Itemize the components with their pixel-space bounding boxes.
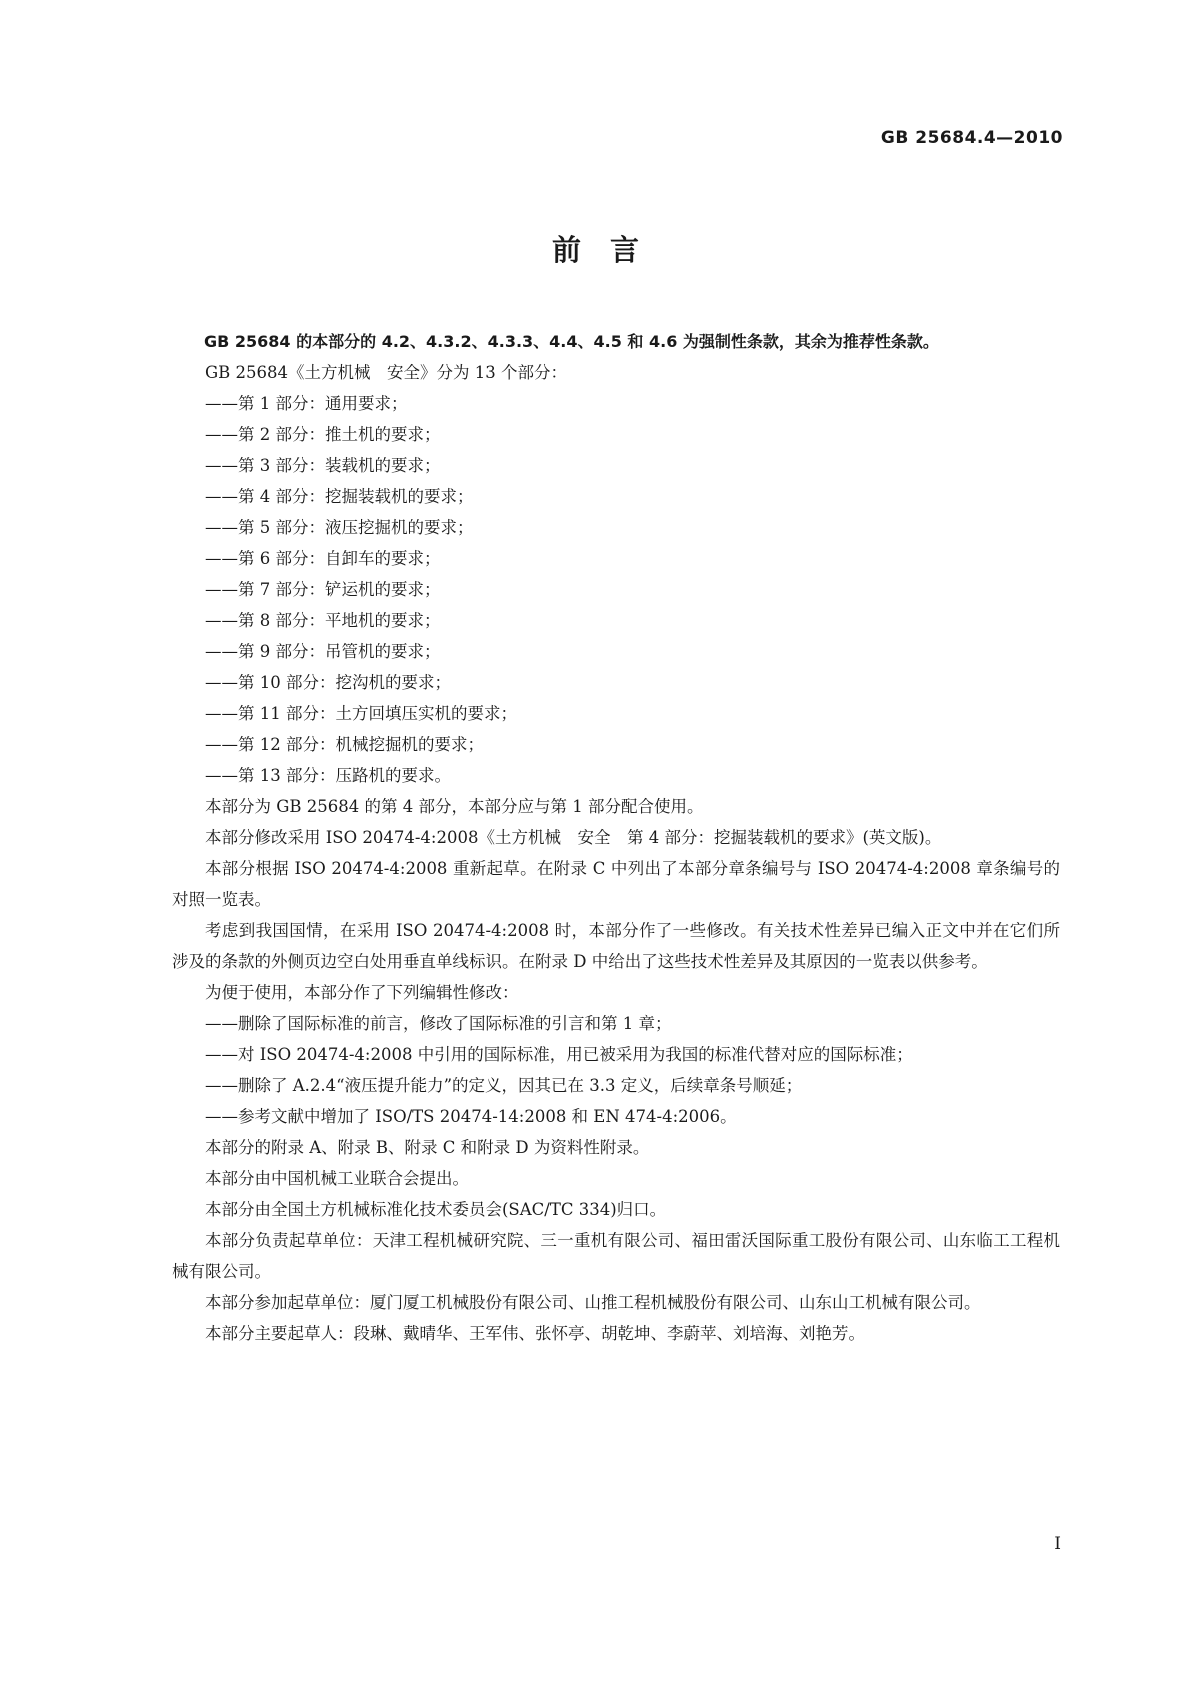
part-list-item: ——第 6 部分：自卸车的要求； xyxy=(205,549,441,568)
part-list-item: ——第 4 部分：挖掘装载机的要求； xyxy=(205,487,474,506)
technical-differences-paragraph: 考虑到我国国情，在采用 ISO 20474-4:2008 时，本部分作了一些修改。有关技术性差异已编入正文中并在它们所涉及的条款的外侧页边空白处用垂直单线标识。在附录 D 中给出了这些技术性差异及其原因的一览表以供参考。 xyxy=(172,921,1060,971)
editorial-change-item: ——参考文献中增加了 ISO/TS 20474-14:2008 和 EN 474-4:2006。 xyxy=(205,1107,737,1126)
annex-paragraph: 本部分的附录 A、附录 B、附录 C 和附录 D 为资料性附录。 xyxy=(205,1138,650,1157)
editorial-change-item: ——删除了 A.2.4“液压提升能力”的定义，因其已在 3.3 定义，后续章条号顺延； xyxy=(205,1076,803,1095)
drafters-paragraph: 本部分主要起草人：段琳、戴晴华、王军伟、张怀亭、胡乾坤、李蔚苹、刘培海、刘艳芳。 xyxy=(205,1324,865,1343)
redraft-paragraph: 本部分根据 ISO 20474-4:2008 重新起草。在附录 C 中列出了本部分章条编号与 ISO 20474-4:2008 章条编号的对照一览表。 xyxy=(172,859,1060,909)
part-list-item: ——第 11 部分：土方回填压实机的要求； xyxy=(205,704,517,723)
part-list-item: ——第 7 部分：铲运机的要求； xyxy=(205,580,441,599)
mandatory-clauses-paragraph: GB 25684 的本部分的 4.2、4.3.2、4.3.3、4.4、4.5 和 4.6 为强制性条款，其余为推荐性条款。 xyxy=(204,332,939,351)
adoption-paragraph: 本部分修改采用 ISO 20474-4:2008《土方机械 安全 第 4 部分：挖掘装载机的要求》(英文版)。 xyxy=(205,828,942,847)
parts-intro-paragraph: GB 25684《土方机械 安全》分为 13 个部分： xyxy=(205,363,568,382)
part-list-item: ——第 5 部分：液压挖掘机的要求； xyxy=(205,518,474,537)
editorial-intro-paragraph: 为便于使用，本部分作了下列编辑性修改： xyxy=(205,983,519,1002)
drafting-units-paragraph: 本部分负责起草单位：天津工程机械研究院、三一重机有限公司、福田雷沃国际重工股份有限公司、山东临工工程机械有限公司。 xyxy=(172,1231,1060,1281)
document-number: GB 25684.4—2010 xyxy=(880,128,1063,148)
foreword-body xyxy=(172,326,1060,1349)
part-list-item: ——第 13 部分：压路机的要求。 xyxy=(205,766,451,785)
part-list-item: ——第 12 部分：机械挖掘机的要求； xyxy=(205,735,484,754)
part-relation-paragraph: 本部分为 GB 25684 的第 4 部分，本部分应与第 1 部分配合使用。 xyxy=(205,797,704,816)
committee-paragraph: 本部分由全国土方机械标准化技术委员会(SAC/TC 334)归口。 xyxy=(205,1200,667,1219)
page-number: I xyxy=(1054,1534,1061,1554)
part-list-item: ——第 10 部分：挖沟机的要求； xyxy=(205,673,451,692)
part-list-item: ——第 1 部分：通用要求； xyxy=(205,394,408,413)
page-title: 前 言 xyxy=(551,233,639,267)
part-list-item: ——第 8 部分：平地机的要求； xyxy=(205,611,441,630)
editorial-change-item: ——对 ISO 20474-4:2008 中引用的国际标准，用已被采用为我国的标准代替对应的国际标准； xyxy=(205,1045,913,1064)
editorial-change-item: ——删除了国际标准的前言，修改了国际标准的引言和第 1 章； xyxy=(205,1014,672,1033)
participating-units-paragraph: 本部分参加起草单位：厦门厦工机械股份有限公司、山推工程机械股份有限公司、山东山工机械有限公司。 xyxy=(205,1293,981,1312)
part-list-item: ——第 2 部分：推土机的要求； xyxy=(205,425,441,444)
proposer-paragraph: 本部分由中国机械工业联合会提出。 xyxy=(205,1169,469,1188)
part-list-item: ——第 9 部分：吊管机的要求； xyxy=(205,642,441,661)
part-list-item: ——第 3 部分：装载机的要求； xyxy=(205,456,441,475)
